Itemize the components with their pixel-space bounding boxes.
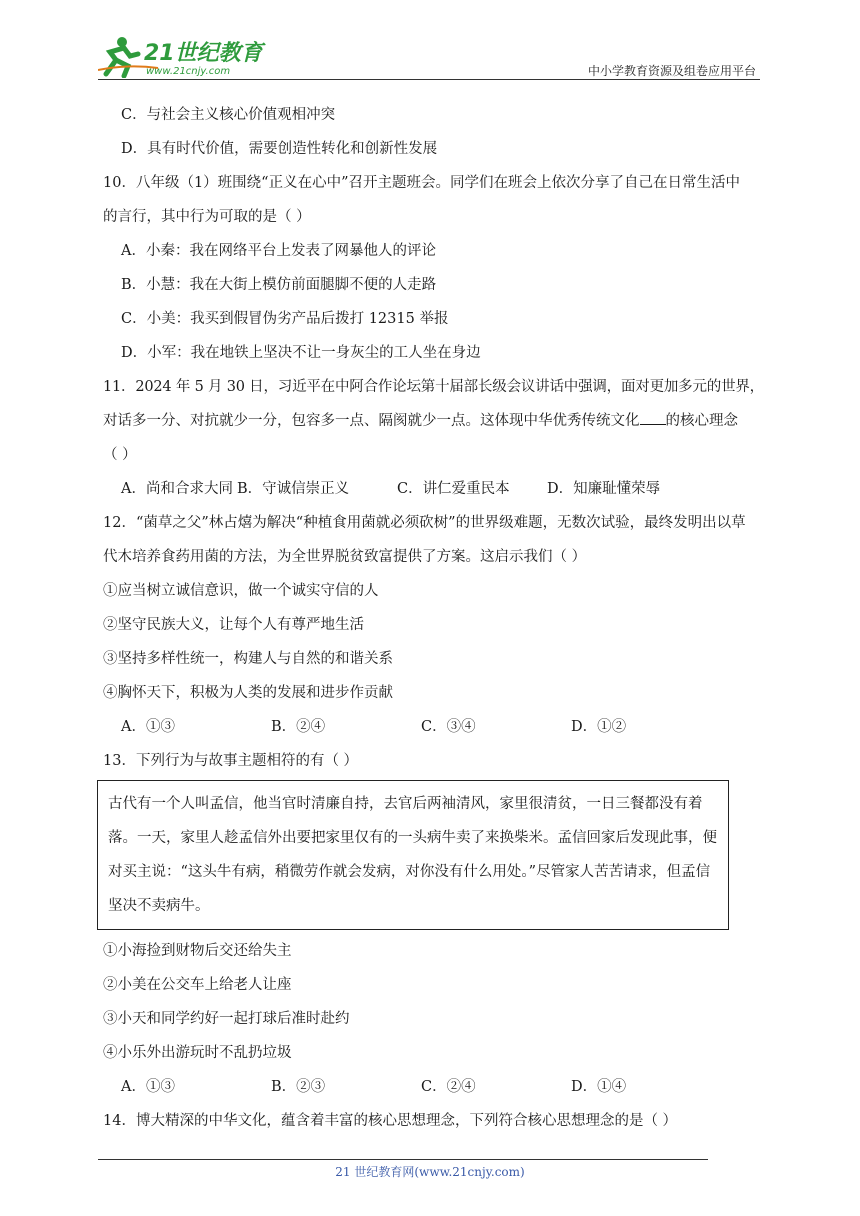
q12-stem-cont: 代木培养食药用菌的方法，为全世界脱贫致富提供了方案。这启示我们（ ） [103,549,587,565]
q13-story-box: 古代有一个人叫孟信，他当官时清廉自持，去官后两袖清风，家里很清贫，一日三餐都没有着落。一天，家里人趁孟信外出要把家里仅有的一头病牛卖了来换柴米。孟信回家后发现此事，便对买主说：“这头牛有病，稍微劳作就会发病，对你没有什么用处。”尽管家人苦苦请求，但孟信坚决不卖病牛。 [97,780,729,930]
page-header [98,34,760,80]
q10-option-c: C．小美：我买到假冒伪劣产品后拨打 12315 举报 [121,311,449,327]
q13-item-3: ③小天和同学约好一起打球后准时赴约 [103,1011,350,1027]
q13-option-a: A．①③ [121,1079,175,1095]
q12-stem: 12．“菌草之父”林占熺为解决“种植食用菌就必须砍树”的世界级难题，无数次试验，最终发明出以草 [103,515,746,531]
answer-blank [640,408,666,425]
q13-option-b: B．②③ [271,1079,326,1095]
platform-name: 中小学教育资源及组卷应用平台 [587,64,756,78]
q11-option-c: C．讲仁爱重民本 [397,481,510,497]
q13-item-4: ④小乐外出游玩时不乱扔垃圾 [103,1045,292,1061]
q13-stem: 13．下列行为与故事主题相符的有（ ） [103,753,359,769]
header-divider [98,79,760,80]
q13-option-d: D．①④ [571,1079,627,1095]
q11-option-d: D．知廉耻懂荣辱 [547,481,661,497]
footer-divider [98,1159,708,1160]
q11-stem-cont: 对话多一分、对抗就少一分，包容多一点、隔阂就少一点。这体现中华优秀传统文化 的核心理念 [103,404,763,438]
q12-option-b: B．②④ [271,719,326,735]
option-c: C．与社会主义核心价值观相冲突 [121,107,336,123]
q13-item-2: ②小美在公交车上给老人让座 [103,977,292,993]
question-content [103,98,763,1138]
q11-option-a: A．尚和合求大同 [121,481,233,497]
option-d: D．具有时代价值，需要创造性转化和创新性发展 [121,141,438,157]
q12-item-3: ③坚持多样性统一，构建人与自然的和谐关系 [103,651,393,667]
q12-item-2: ②坚守民族大义，让每个人有尊严地生活 [103,617,364,633]
q10-option-a: A．小秦：我在网络平台上发表了网暴他人的评论 [121,243,436,259]
q13-item-1: ①小海捡到财物后交还给失主 [103,943,292,959]
21cnjy-logo-icon [98,34,268,78]
q11-paren: （ ） [103,447,137,463]
q10-stem-cont: 的言行，其中行为可取的是（ ） [103,209,311,225]
q10-option-b: B．小慧：我在大街上模仿前面腿脚不便的人走路 [121,277,437,293]
q12-option-d: D．①② [571,719,627,735]
q13-option-c: C．②④ [421,1079,476,1095]
q10-stem: 10．八年级（1）班围绕“正义在心中”召开主题班会。同学们在班会上依次分享了自己在日常生活中 [103,175,740,191]
q14-stem: 14．博大精深的中华文化，蕴含着丰富的核心思想理念，下列符合核心思想理念的是（ ） [103,1113,678,1129]
q11-option-b: B．守诚信崇正义 [237,481,350,497]
q12-option-a: A．①③ [121,719,175,735]
svg-text:www.21cnjy.com: www.21cnjy.com [146,66,231,77]
q12-item-1: ①应当树立诚信意识，做一个诚实守信的人 [103,583,379,599]
svg-text:21世纪教育: 21世纪教育 [144,41,263,66]
q12-options [103,710,763,744]
q11-stem: 11．2024 年 5 月 30 日，习近平在中阿合作论坛第十届部长级会议讲话中强调，面对更加多元的世界， [103,379,764,395]
q12-item-4: ④胸怀天下，积极为人类的发展和进步作贡献 [103,685,393,701]
q11-options [103,472,763,506]
q10-option-d: D．小军：我在地铁上坚决不让一身灰尘的工人坐在身边 [121,345,481,361]
footer-link[interactable]: 21 世纪教育网(www.21cnjy.com) [335,1165,525,1179]
q12-option-c: C．③④ [421,719,476,735]
q13-options [103,1070,763,1104]
